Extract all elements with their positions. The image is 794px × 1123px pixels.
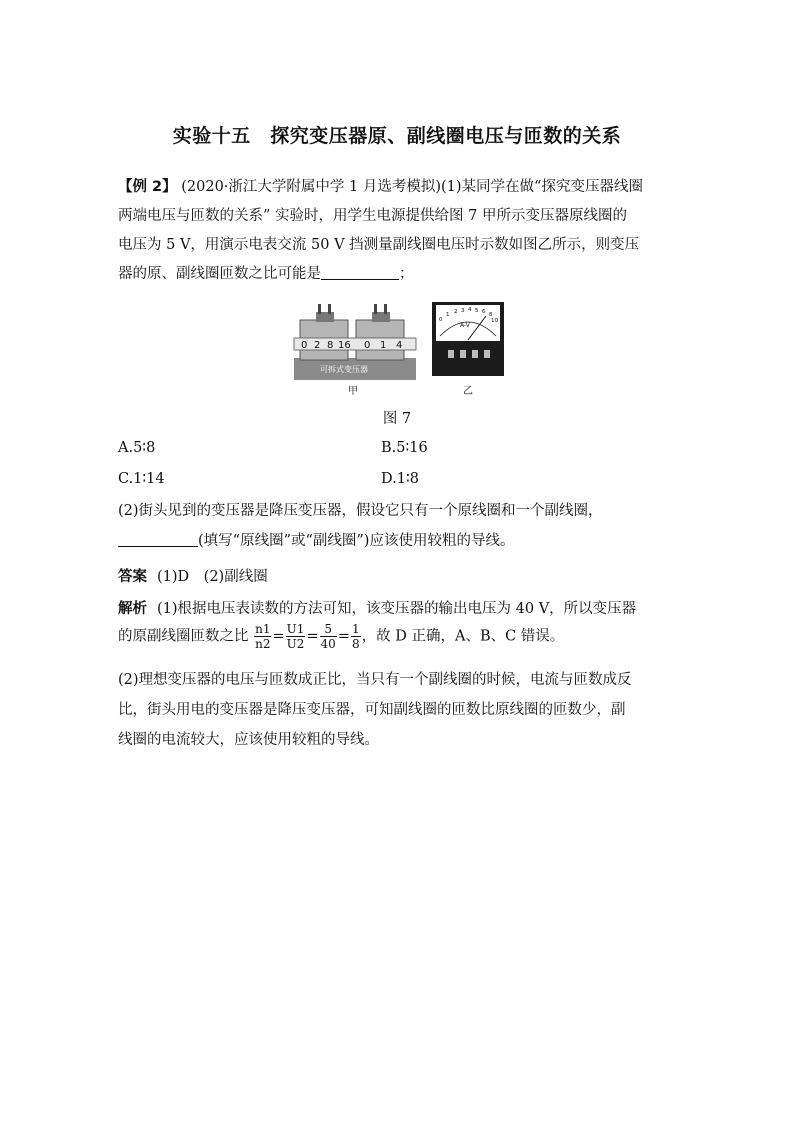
- fraction-u1-u2: [286, 622, 306, 651]
- part2-line-2: (填写“原线圈”或“副线圈”)应该使用较粗的导线。: [198, 533, 515, 549]
- left-terminal-label: 2: [314, 340, 321, 351]
- analysis-p2-line-3: 线圈的电流较大，应该使用较粗的导线。: [118, 732, 379, 748]
- answer-text: (1)D (2)副线圈: [157, 569, 268, 585]
- frac-num: 1: [351, 622, 360, 636]
- transformer-plate-text: 可拆式变压器: [320, 365, 368, 374]
- option-b: B.5∶16: [381, 440, 428, 456]
- frac-num: 5: [320, 622, 337, 637]
- frac-den: n2: [255, 637, 271, 651]
- question-text: [118, 173, 678, 289]
- left-terminal-label: 0: [301, 340, 308, 351]
- analysis-p2-line-2: 比，街头用电的变压器是降压变压器，可知副线圈的匝数比原线圈的匝数少，副: [118, 702, 626, 718]
- frac-den: 40: [320, 637, 336, 651]
- fraction-1-8: [351, 622, 361, 651]
- left-terminal-label: 8: [327, 340, 334, 351]
- answer-blank-2[interactable]: [118, 530, 198, 547]
- option-d: D.1∶8: [381, 471, 419, 487]
- part2-line-1: (2)街头见到的变压器是降压变压器，假设它只有一个原线圈和一个副线圈，: [118, 503, 603, 519]
- answer-label: 答案: [118, 569, 147, 585]
- right-terminal-label: 1: [380, 340, 387, 351]
- fraction-5-40: [320, 622, 337, 651]
- transformer-image: [294, 304, 416, 397]
- analysis-p2-line-1: (2)理想变压器的电压与匝数成正比，当只有一个副线圈的时候，电流与匝数成反: [118, 672, 632, 688]
- question-line-2: 两端电压与匝数的关系” 实验时，用学生电源提供给图 7 甲所示变压器原线圈的: [118, 208, 627, 224]
- analysis-part2: [118, 665, 683, 755]
- answer-blank-1[interactable]: [321, 263, 399, 280]
- figure-7: [290, 300, 520, 400]
- meter-scale-label: 1: [446, 312, 450, 318]
- option-a: A.5∶8: [118, 440, 156, 456]
- question-line-3: 电压为 5 V，用演示电表交流 50 V 挡测量副线圈电压时示数如图乙所示，则变压: [118, 237, 640, 253]
- answer-line: [118, 565, 268, 586]
- analysis-text-1: (1)根据电压表读数的方法可知，该变压器的输出电压为 40 V，所以变压器: [157, 601, 637, 617]
- meter-scale-label: 0: [439, 317, 443, 323]
- fraction-n1-n2: [254, 622, 271, 651]
- right-terminal-label: 4: [396, 340, 403, 351]
- analysis-text-2-post: ，故 D 正确，A、B、C 错误。: [361, 628, 565, 645]
- question-line-4: 器的原、副线圈匝数之比可能是: [118, 266, 321, 282]
- analysis-line-1: [118, 597, 683, 618]
- meter-unit: A-V: [460, 322, 470, 329]
- analysis-line-2: 的原副线圈匝数之比 $\frac{n1}{n2}$ = $\frac{U1}{U2}$ = $\frac{5}{40}$ = $\frac{1}{8}$ ，故 D 正确，A、B、C 错误。: [118, 622, 565, 651]
- meter-scale-label: 6: [482, 309, 486, 315]
- frac-num: U1: [286, 622, 305, 636]
- option-c: C.1∶14: [118, 471, 165, 487]
- meter-scale-label: 10: [491, 318, 498, 324]
- figure-label-left: 甲: [348, 386, 358, 397]
- frac-den: U2: [286, 637, 305, 651]
- right-terminal-label: 0: [364, 340, 371, 351]
- meter-image: [432, 302, 504, 397]
- meter-scale-label: 2: [454, 309, 458, 315]
- question-line-1: (2020·浙江大学附属中学 1 月选考模拟)(1)某同学在做“探究变压器线圈: [181, 179, 643, 195]
- analysis-label: 解析: [118, 601, 147, 617]
- figure-caption: 图 7: [382, 411, 412, 427]
- part2-text: [118, 496, 678, 556]
- left-terminal-label: 16: [338, 340, 351, 351]
- meter-scale-label: 4: [468, 307, 472, 313]
- meter-scale-label: 5: [475, 308, 479, 314]
- frac-num: n1: [255, 622, 271, 636]
- punctuation: ；: [399, 266, 414, 282]
- example-tag: 【例 2】: [118, 179, 177, 195]
- page-title: 实验十五 探究变压器原、副线圈电压与匝数的关系: [172, 125, 622, 147]
- figure-label-right: 乙: [463, 386, 473, 397]
- meter-scale-label: 8: [489, 312, 493, 318]
- analysis-text-2: 的原副线圈匝数之比: [118, 628, 249, 645]
- meter-scale-label: 3: [461, 308, 465, 314]
- frac-den: 8: [351, 637, 360, 651]
